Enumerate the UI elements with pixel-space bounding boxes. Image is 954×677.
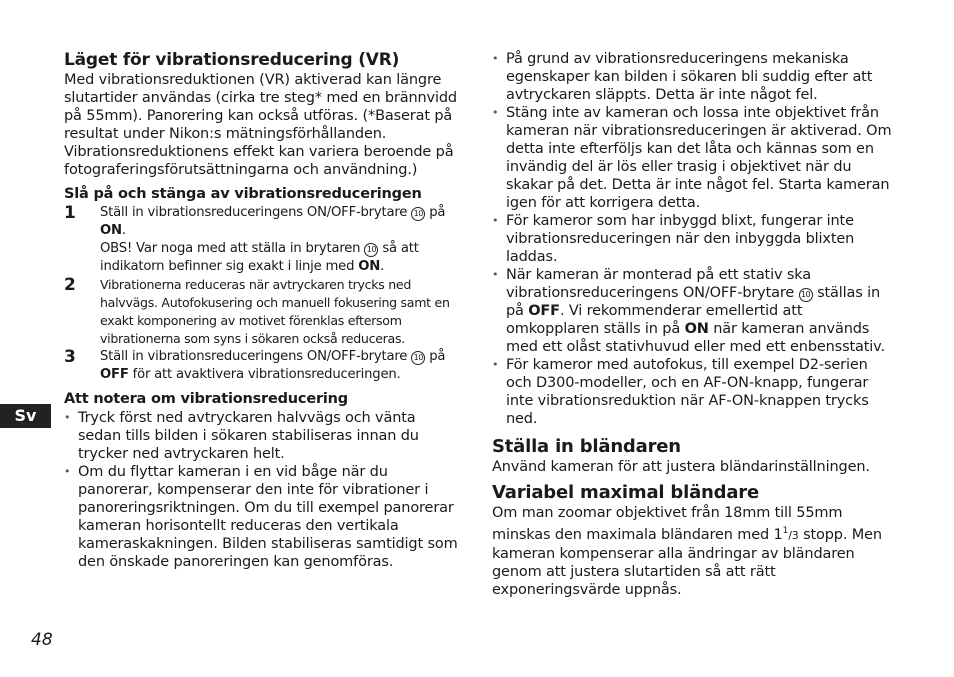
on-keyword: ON [100, 223, 122, 238]
off-keyword: OFF [528, 303, 560, 319]
switch-symbol-icon: 10 [411, 207, 425, 221]
switch-symbol-icon: 10 [364, 243, 378, 257]
vr-notes-heading: Att notera om vibrationsreducering [64, 391, 348, 407]
max-aperture-text: Om man zoomar objektivet från 18mm till 55mm minskas den maximala bländaren med $1^1/3$ stopp. Men kameran kompenserar alla ändringar av bländaren genom att justera slutartiden så att rätt exponeringsvärde uppnås. [492, 505, 882, 598]
switch-symbol-icon: 10 [799, 288, 813, 302]
switch-vr-heading: Slå på och stänga av vibrationsreduceringen [64, 186, 422, 202]
language-tab: Sv [0, 404, 51, 428]
vr-notes-list-continued [492, 50, 892, 428]
list-item: • På grund av vibrationsreduceringens mekaniska egenskaper kan bilden i sökaren bli suddig efter att avtryckaren släppts. Detta är inte något fel. [492, 50, 892, 104]
list-item: • För kameror som har inbyggd blixt, fungerar inte vibrationsreduceringen när den inbyggda blixten laddas. [492, 212, 892, 266]
list-item: • Om du flyttar kameran i en vid båge när du panorerar, kompenserar den inte för vibrationer i panoreringsriktningen. Om du till exempel panorerar kameran horisontellt reduceras den vertikala kameraskakningen. Bilden stabiliseras samtidigt som den önskade panoreringen kan genomföras. [64, 463, 460, 571]
step-number: 2 [64, 275, 76, 295]
step-text: Vibrationerna reduceras när avtryckaren trycks ned halvvägs. Autofokusering och manuell fokusering samt en exakt komponering av motivet förenklas eftersom vibrationerna som syns i sökaren också reduceras. [100, 277, 450, 346]
list-item: • När kameran är monterad på ett stativ ska vibrationsreduceringens ON/OFF-brytare 10 ställas in på OFF. Vi rekommenderar emellertid att omkopplaren ställs in på ON när kameran används med ett olåst stativhuvud eller med ett enbensstativ. [492, 266, 892, 356]
max-aperture-heading: Variabel maximal bländare [492, 482, 759, 503]
vr-notes-list [64, 409, 460, 571]
aperture-text: Använd kameran för att justera bländarinställningen. [492, 459, 870, 475]
step-1 [64, 204, 460, 276]
step-2 [64, 276, 460, 348]
off-keyword: OFF [100, 367, 129, 382]
list-item: • Tryck först ned avtryckaren halvvägs och vänta sedan tills bilden i sökaren stabiliseras innan du trycker ned avtryckaren helt. [64, 409, 460, 463]
aperture-heading: Ställa in bländaren [492, 436, 681, 457]
on-keyword: ON [684, 321, 709, 337]
left-column [64, 50, 460, 571]
step-text: Ställ in vibrationsreduceringens ON/OFF-brytare 10 på OFF för att avaktivera vibrationsreduceringen. [100, 349, 446, 382]
vr-mode-heading: Läget för vibrationsreducering (VR) [64, 50, 400, 70]
step-number: 1 [64, 203, 76, 223]
step-number: 3 [64, 347, 76, 367]
vr-intro-text: Med vibrationsreduktionen (VR) aktiverad kan längre slutartider användas (cirka tre steg* med en brännvidd på 55mm). Panorering kan också utföras. (*Baserat på resultat under Nikon:s mätningsförhållanden. Vibrationsreduktionens effekt kan variera beroende på fotograferingsförutsättningarna och användning.) [64, 72, 457, 178]
list-item: • Stäng inte av kameran och lossa inte objektivet från kameran när vibrationsreduceringen är aktiverad. Om detta inte efterföljs kan det låta och kännas som en invändig del är lös eller trasig i objektivet när du skakar på det. Detta är inte något fel. Starta kameran igen för att korrigera detta. [492, 104, 892, 212]
list-item: • För kameror med autofokus, till exempel D2-serien och D300-modeller, och en AF-ON-knapp, fungerar inte vibrationsreduktion när AF-ON-knappen trycks ned. [492, 356, 892, 428]
on-keyword: ON [358, 259, 381, 274]
step-note: OBS! Var noga med att ställa in brytaren 10 så att indikatorn befinner sig exakt i linje med ON. [100, 241, 419, 274]
step-text: Ställ in vibrationsreduceringens ON/OFF-brytare 10 på ON. [100, 205, 446, 238]
switch-symbol-icon: 10 [411, 351, 425, 365]
page-number: 48 [31, 630, 53, 650]
step-3 [64, 348, 460, 384]
right-column [492, 50, 892, 599]
